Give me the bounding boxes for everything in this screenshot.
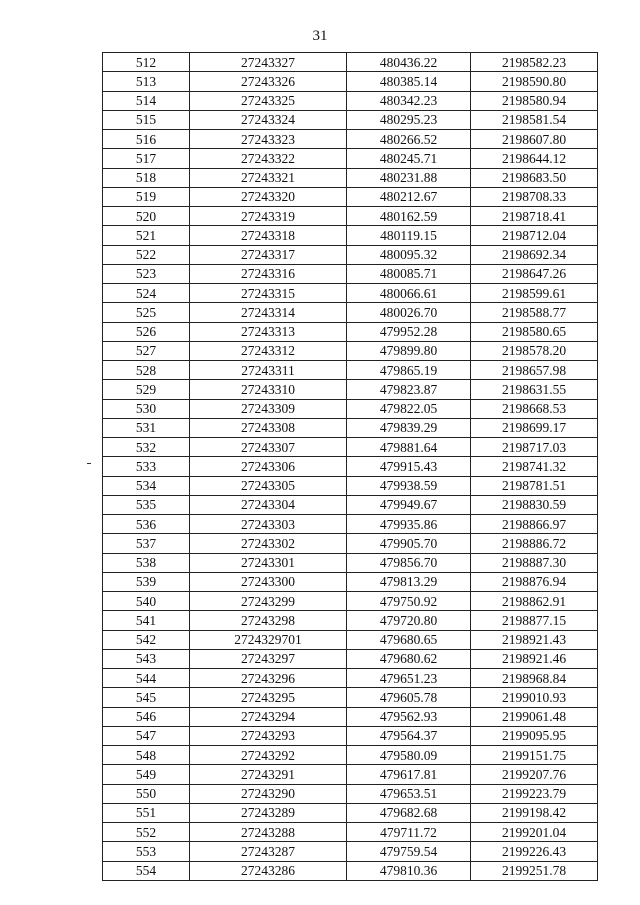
- point-number-cell: 519: [103, 187, 190, 206]
- point-id-cell: 27243323: [190, 130, 347, 149]
- table-row: [103, 361, 598, 380]
- y-coordinate-cell: 2199251.78: [471, 861, 598, 880]
- table-row: [103, 649, 598, 668]
- y-coordinate-cell: 2198708.33: [471, 187, 598, 206]
- table-row: [103, 322, 598, 341]
- table-row: [103, 91, 598, 110]
- point-id-cell: 27243287: [190, 842, 347, 861]
- x-coordinate-cell: 480212.67: [347, 187, 471, 206]
- table-row: [103, 264, 598, 283]
- y-coordinate-cell: 2199201.04: [471, 823, 598, 842]
- point-number-cell: 533: [103, 457, 190, 476]
- x-coordinate-cell: 479651.23: [347, 669, 471, 688]
- point-number-cell: 545: [103, 688, 190, 707]
- x-coordinate-cell: 479905.70: [347, 534, 471, 553]
- y-coordinate-cell: 2198599.61: [471, 284, 598, 303]
- x-coordinate-cell: 480385.14: [347, 72, 471, 91]
- point-id-cell: 27243327: [190, 53, 347, 72]
- point-number-cell: 521: [103, 226, 190, 245]
- y-coordinate-cell: 2198590.80: [471, 72, 598, 91]
- x-coordinate-cell: 479653.51: [347, 784, 471, 803]
- point-id-cell: 27243311: [190, 361, 347, 380]
- x-coordinate-cell: 479580.09: [347, 746, 471, 765]
- y-coordinate-cell: 2198877.15: [471, 611, 598, 630]
- point-number-cell: 549: [103, 765, 190, 784]
- point-number-cell: 544: [103, 669, 190, 688]
- table-row: [103, 707, 598, 726]
- point-number-cell: 527: [103, 341, 190, 360]
- point-number-cell: 550: [103, 784, 190, 803]
- point-number-cell: 513: [103, 72, 190, 91]
- page-number: 31: [312, 28, 328, 44]
- x-coordinate-cell: 479680.65: [347, 630, 471, 649]
- x-coordinate-cell: 480266.52: [347, 130, 471, 149]
- point-id-cell: 27243298: [190, 611, 347, 630]
- point-number-cell: 530: [103, 399, 190, 418]
- y-coordinate-cell: 2198644.12: [471, 149, 598, 168]
- point-number-cell: 541: [103, 611, 190, 630]
- point-id-cell: 27243326: [190, 72, 347, 91]
- y-coordinate-cell: 2198968.84: [471, 669, 598, 688]
- y-coordinate-cell: 2198887.30: [471, 553, 598, 572]
- table-row: [103, 803, 598, 822]
- coordinates-table-container: [102, 52, 597, 881]
- x-coordinate-cell: 479617.81: [347, 765, 471, 784]
- table-row: [103, 284, 598, 303]
- table-row: [103, 572, 598, 591]
- table-row: [103, 611, 598, 630]
- y-coordinate-cell: 2199010.93: [471, 688, 598, 707]
- table-row: [103, 534, 598, 553]
- table-row: [103, 823, 598, 842]
- y-coordinate-cell: 2198921.43: [471, 630, 598, 649]
- table-row: [103, 207, 598, 226]
- point-id-cell: 27243304: [190, 495, 347, 514]
- x-coordinate-cell: 479935.86: [347, 515, 471, 534]
- y-coordinate-cell: 2198580.65: [471, 322, 598, 341]
- x-coordinate-cell: 479822.05: [347, 399, 471, 418]
- y-coordinate-cell: 2198699.17: [471, 418, 598, 437]
- table-row: [103, 669, 598, 688]
- y-coordinate-cell: 2199207.76: [471, 765, 598, 784]
- table-row: [103, 130, 598, 149]
- table-row: [103, 187, 598, 206]
- x-coordinate-cell: 479952.28: [347, 322, 471, 341]
- y-coordinate-cell: 2198582.23: [471, 53, 598, 72]
- x-coordinate-cell: 479682.68: [347, 803, 471, 822]
- y-coordinate-cell: 2198668.53: [471, 399, 598, 418]
- point-id-cell: 27243296: [190, 669, 347, 688]
- point-number-cell: 537: [103, 534, 190, 553]
- point-id-cell: 27243293: [190, 726, 347, 745]
- point-id-cell: 27243317: [190, 245, 347, 264]
- point-id-cell: 27243294: [190, 707, 347, 726]
- y-coordinate-cell: 2198712.04: [471, 226, 598, 245]
- point-id-cell: 27243299: [190, 592, 347, 611]
- point-number-cell: 546: [103, 707, 190, 726]
- table-body: [103, 53, 598, 881]
- table-row: [103, 630, 598, 649]
- y-coordinate-cell: 2198588.77: [471, 303, 598, 322]
- point-number-cell: 526: [103, 322, 190, 341]
- x-coordinate-cell: 479865.19: [347, 361, 471, 380]
- point-id-cell: 27243302: [190, 534, 347, 553]
- point-id-cell: 27243289: [190, 803, 347, 822]
- x-coordinate-cell: 479938.59: [347, 476, 471, 495]
- x-coordinate-cell: 479605.78: [347, 688, 471, 707]
- x-coordinate-cell: 480119.15: [347, 226, 471, 245]
- y-coordinate-cell: 2199095.95: [471, 726, 598, 745]
- table-row: [103, 245, 598, 264]
- y-coordinate-cell: 2199226.43: [471, 842, 598, 861]
- point-number-cell: 540: [103, 592, 190, 611]
- x-coordinate-cell: 479680.62: [347, 649, 471, 668]
- point-number-cell: 512: [103, 53, 190, 72]
- table-row: [103, 168, 598, 187]
- point-id-cell: 27243313: [190, 322, 347, 341]
- point-number-cell: 535: [103, 495, 190, 514]
- y-coordinate-cell: 2199198.42: [471, 803, 598, 822]
- point-number-cell: 532: [103, 438, 190, 457]
- point-number-cell: 516: [103, 130, 190, 149]
- x-coordinate-cell: 480095.32: [347, 245, 471, 264]
- x-coordinate-cell: 479915.43: [347, 457, 471, 476]
- table-row: [103, 53, 598, 72]
- point-number-cell: 543: [103, 649, 190, 668]
- x-coordinate-cell: 479813.29: [347, 572, 471, 591]
- point-id-cell: 27243314: [190, 303, 347, 322]
- y-coordinate-cell: 2198718.41: [471, 207, 598, 226]
- point-id-cell: 27243297: [190, 649, 347, 668]
- point-number-cell: 524: [103, 284, 190, 303]
- y-coordinate-cell: 2198781.51: [471, 476, 598, 495]
- x-coordinate-cell: 479564.37: [347, 726, 471, 745]
- point-id-cell: 27243321: [190, 168, 347, 187]
- y-coordinate-cell: 2198647.26: [471, 264, 598, 283]
- x-coordinate-cell: 480066.61: [347, 284, 471, 303]
- point-id-cell: 27243300: [190, 572, 347, 591]
- point-number-cell: 539: [103, 572, 190, 591]
- point-number-cell: 525: [103, 303, 190, 322]
- y-coordinate-cell: 2198607.80: [471, 130, 598, 149]
- point-id-cell: 27243305: [190, 476, 347, 495]
- point-number-cell: 552: [103, 823, 190, 842]
- table-row: [103, 110, 598, 129]
- point-id-cell: 27243325: [190, 91, 347, 110]
- point-id-cell: 27243292: [190, 746, 347, 765]
- y-coordinate-cell: 2198692.34: [471, 245, 598, 264]
- x-coordinate-cell: 479562.93: [347, 707, 471, 726]
- point-id-cell: 27243295: [190, 688, 347, 707]
- table-row: [103, 726, 598, 745]
- table-row: [103, 476, 598, 495]
- y-coordinate-cell: 2198580.94: [471, 91, 598, 110]
- point-number-cell: 553: [103, 842, 190, 861]
- point-id-cell: 27243301: [190, 553, 347, 572]
- point-number-cell: 522: [103, 245, 190, 264]
- x-coordinate-cell: 479750.92: [347, 592, 471, 611]
- point-id-cell: 27243291: [190, 765, 347, 784]
- point-id-cell: 27243320: [190, 187, 347, 206]
- y-coordinate-cell: 2198657.98: [471, 361, 598, 380]
- table-row: [103, 226, 598, 245]
- x-coordinate-cell: 480026.70: [347, 303, 471, 322]
- x-coordinate-cell: 480342.23: [347, 91, 471, 110]
- table-row: [103, 418, 598, 437]
- point-number-cell: 515: [103, 110, 190, 129]
- table-row: [103, 784, 598, 803]
- x-coordinate-cell: 479759.54: [347, 842, 471, 861]
- point-number-cell: 538: [103, 553, 190, 572]
- point-id-cell: 27243308: [190, 418, 347, 437]
- x-coordinate-cell: 479823.87: [347, 380, 471, 399]
- x-coordinate-cell: 480245.71: [347, 149, 471, 168]
- point-number-cell: 528: [103, 361, 190, 380]
- y-coordinate-cell: 2199151.75: [471, 746, 598, 765]
- x-coordinate-cell: 479949.67: [347, 495, 471, 514]
- y-coordinate-cell: 2198578.20: [471, 341, 598, 360]
- point-id-cell: 27243286: [190, 861, 347, 880]
- table-row: [103, 861, 598, 880]
- y-coordinate-cell: 2198741.32: [471, 457, 598, 476]
- point-number-cell: 547: [103, 726, 190, 745]
- y-coordinate-cell: 2198886.72: [471, 534, 598, 553]
- point-number-cell: 536: [103, 515, 190, 534]
- table-row: [103, 438, 598, 457]
- point-number-cell: 523: [103, 264, 190, 283]
- x-coordinate-cell: 480231.88: [347, 168, 471, 187]
- x-coordinate-cell: 479720.80: [347, 611, 471, 630]
- point-id-cell: 27243303: [190, 515, 347, 534]
- table-row: [103, 515, 598, 534]
- y-coordinate-cell: 2198581.54: [471, 110, 598, 129]
- x-coordinate-cell: 480162.59: [347, 207, 471, 226]
- x-coordinate-cell: 479839.29: [347, 418, 471, 437]
- point-id-cell: 27243316: [190, 264, 347, 283]
- x-coordinate-cell: 479810.36: [347, 861, 471, 880]
- x-coordinate-cell: 479881.64: [347, 438, 471, 457]
- y-coordinate-cell: 2198631.55: [471, 380, 598, 399]
- point-id-cell: 27243309: [190, 399, 347, 418]
- point-number-cell: 548: [103, 746, 190, 765]
- table-row: [103, 842, 598, 861]
- table-row: [103, 746, 598, 765]
- table-row: [103, 149, 598, 168]
- x-coordinate-cell: 479899.80: [347, 341, 471, 360]
- table-row: [103, 688, 598, 707]
- table-row: [103, 380, 598, 399]
- point-id-cell: 27243310: [190, 380, 347, 399]
- point-number-cell: 551: [103, 803, 190, 822]
- point-number-cell: 534: [103, 476, 190, 495]
- point-id-cell: 27243324: [190, 110, 347, 129]
- point-id-cell: 27243306: [190, 457, 347, 476]
- y-coordinate-cell: 2198830.59: [471, 495, 598, 514]
- x-coordinate-cell: 480295.23: [347, 110, 471, 129]
- table-row: [103, 72, 598, 91]
- y-coordinate-cell: 2198862.91: [471, 592, 598, 611]
- point-id-cell: 27243322: [190, 149, 347, 168]
- point-id-cell: 2724329701: [190, 630, 347, 649]
- point-number-cell: 529: [103, 380, 190, 399]
- x-coordinate-cell: 479711.72: [347, 823, 471, 842]
- table-row: [103, 592, 598, 611]
- point-id-cell: 27243307: [190, 438, 347, 457]
- table-row: [103, 495, 598, 514]
- y-coordinate-cell: 2198921.46: [471, 649, 598, 668]
- table-row: [103, 553, 598, 572]
- y-coordinate-cell: 2198683.50: [471, 168, 598, 187]
- point-id-cell: 27243312: [190, 341, 347, 360]
- y-coordinate-cell: 2199061.48: [471, 707, 598, 726]
- table-row: [103, 457, 598, 476]
- table-row: [103, 341, 598, 360]
- x-coordinate-cell: 480436.22: [347, 53, 471, 72]
- point-number-cell: 520: [103, 207, 190, 226]
- point-number-cell: 531: [103, 418, 190, 437]
- point-number-cell: 517: [103, 149, 190, 168]
- point-number-cell: 554: [103, 861, 190, 880]
- point-number-cell: 542: [103, 630, 190, 649]
- point-id-cell: 27243288: [190, 823, 347, 842]
- coordinates-table: [102, 52, 598, 881]
- y-coordinate-cell: 2199223.79: [471, 784, 598, 803]
- y-coordinate-cell: 2198866.97: [471, 515, 598, 534]
- table-row: [103, 303, 598, 322]
- table-row: [103, 765, 598, 784]
- table-row: [103, 399, 598, 418]
- x-coordinate-cell: 479856.70: [347, 553, 471, 572]
- point-number-cell: 518: [103, 168, 190, 187]
- scan-mark: [87, 463, 91, 464]
- point-id-cell: 27243319: [190, 207, 347, 226]
- point-id-cell: 27243318: [190, 226, 347, 245]
- y-coordinate-cell: 2198876.94: [471, 572, 598, 591]
- point-number-cell: 514: [103, 91, 190, 110]
- point-id-cell: 27243290: [190, 784, 347, 803]
- x-coordinate-cell: 480085.71: [347, 264, 471, 283]
- y-coordinate-cell: 2198717.03: [471, 438, 598, 457]
- point-id-cell: 27243315: [190, 284, 347, 303]
